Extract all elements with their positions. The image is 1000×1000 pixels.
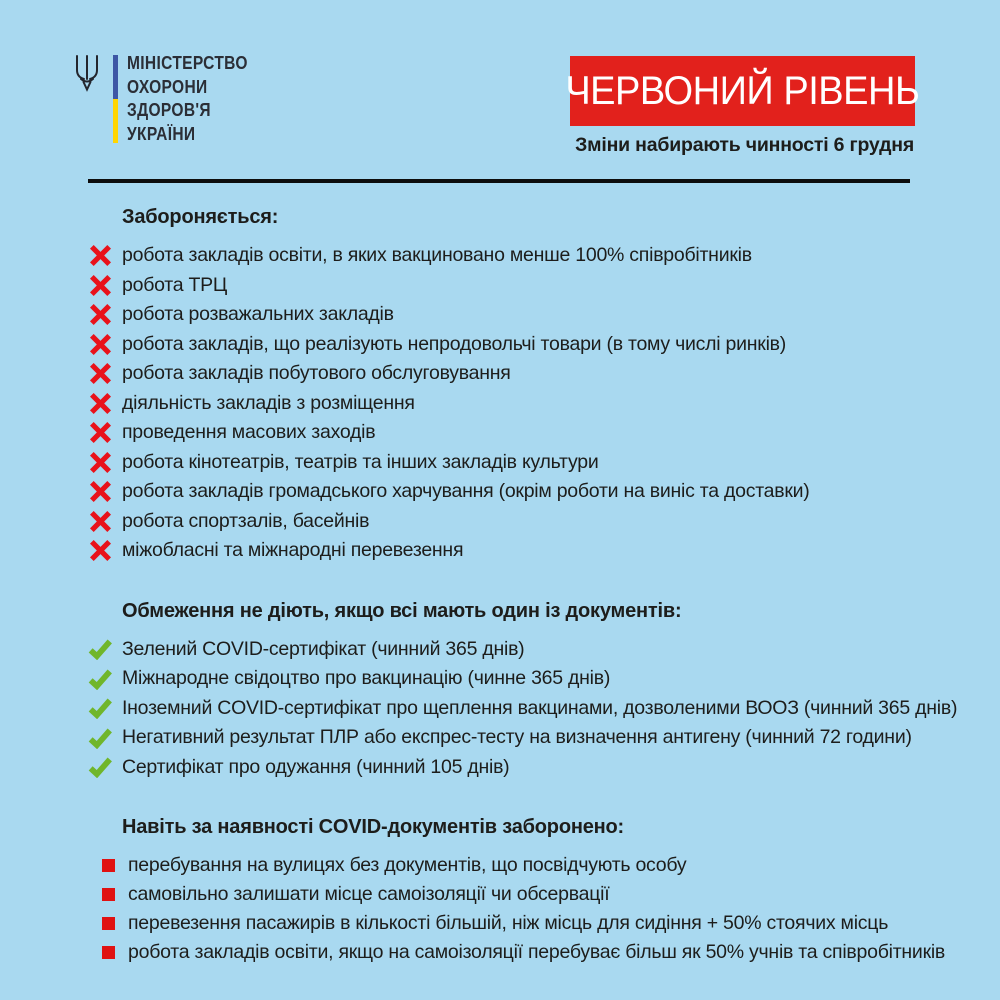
check-icon [88, 756, 112, 778]
section-title: Забороняється: [122, 206, 279, 228]
list-item [88, 694, 970, 724]
ministry-name-line: МІНІСТЕРСТВО [127, 52, 248, 73]
square-icon [101, 888, 115, 901]
ministry-name-line: УКРАЇНИ [127, 122, 196, 144]
ministry-logo [74, 51, 271, 145]
list-item [88, 477, 970, 507]
flag-bar [113, 55, 118, 143]
list-item-text: міжобласні та міжнародні перевезення [122, 539, 464, 562]
list-item [88, 359, 970, 389]
section-exemptions [88, 600, 970, 783]
list-item [88, 330, 970, 360]
exemptions-list [88, 635, 970, 783]
square-icon [101, 917, 115, 930]
list-item [88, 635, 970, 665]
list-item-text: робота розважальних закладів [122, 303, 394, 326]
list-item [88, 300, 970, 330]
cross-icon [88, 334, 112, 355]
cross-icon [88, 481, 112, 502]
ministry-name [127, 51, 248, 145]
ministry-name-line: ОХОРОНИ [127, 75, 208, 97]
section-always-prohibited [88, 816, 970, 967]
list-item-text: робота спортзалів, басейнів [122, 509, 370, 532]
list-item-text: самовільно залишати місце самоізоляції чи обсервації [128, 883, 610, 905]
cross-icon [88, 393, 112, 414]
effective-date-note: Зміни набирають чинності 6 грудня [575, 134, 914, 156]
list-item [88, 851, 970, 880]
list-item [88, 536, 970, 566]
list-item-text: Міжнародне свідоцтво про вакцинацію (чинне 365 днів) [122, 667, 611, 690]
cross-icon [88, 540, 112, 561]
list-item-text: робота закладів освіти, в яких вакциновано менше 100% співробітників [122, 244, 752, 267]
square-icon [101, 946, 115, 959]
list-item-text: Зелений COVID-сертифікат (чинний 365 днів) [122, 637, 525, 660]
red-level-banner [565, 56, 920, 126]
cross-icon [88, 363, 112, 384]
cross-icon [88, 422, 112, 443]
content [88, 206, 970, 967]
list-item-text: робота закладів, що реалізують непродовольчі товари (в тому числі ринків) [122, 332, 787, 355]
list-item [88, 418, 970, 448]
cross-icon [88, 452, 112, 473]
list-item [88, 753, 970, 783]
list-item [88, 507, 970, 537]
list-item [88, 389, 970, 419]
always-prohibited-list [88, 851, 970, 967]
cross-icon [88, 304, 112, 325]
list-item-text: перевезення пасажирів в кількості більшій, ніж місць для сидіння + 50% стоячих місць [128, 912, 889, 934]
section-prohibited [88, 206, 970, 566]
list-item-text: проведення масових заходів [122, 421, 376, 444]
section-title: Обмеження не діють, якщо всі мають один із документів: [122, 599, 682, 622]
list-item-text: робота закладів освіти, якщо на самоізоляції перебуває більш як 50% учнів та співробітників [128, 941, 946, 963]
list-item-text: Іноземний COVID-сертифікат про щеплення вакцинами, дозволеними ВООЗ (чинний 365 днів) [122, 696, 958, 719]
cross-icon [88, 245, 112, 266]
check-icon [88, 697, 112, 719]
list-item [88, 723, 970, 753]
list-item-text: робота закладів громадського харчування (окрім роботи на виніс та доставки) [122, 480, 810, 503]
trident-icon [74, 54, 100, 97]
red-level-title: ЧЕРВОНИЙ РІВЕНЬ [565, 68, 920, 113]
square-icon [101, 859, 115, 872]
list-item [88, 448, 970, 478]
list-item [88, 880, 970, 909]
check-icon [88, 727, 112, 749]
list-item [88, 241, 970, 271]
list-item-text: діяльність закладів з розміщення [122, 391, 415, 414]
ministry-name-line: ЗДОРОВ'Я [127, 99, 211, 120]
list-item [88, 909, 970, 938]
divider-rule [88, 179, 910, 183]
list-item [88, 271, 970, 301]
list-item-text: робота кінотеатрів, театрів та інших закладів культури [122, 450, 599, 473]
list-item-text: перебування на вулицях без документів, що посвідчують особу [128, 854, 687, 876]
flag-bar-yellow [113, 99, 118, 143]
list-item-text: робота ТРЦ [122, 273, 228, 296]
list-item-text: Сертифікат про одужання (чинний 105 днів) [122, 755, 510, 778]
list-item [88, 938, 970, 967]
prohibited-list [88, 241, 970, 566]
list-item [88, 664, 970, 694]
flag-bar-blue [113, 55, 118, 99]
check-icon [88, 638, 112, 660]
check-icon [88, 668, 112, 690]
cross-icon [88, 511, 112, 532]
list-item-text: робота закладів побутового обслуговування [122, 362, 511, 385]
section-title: Навіть за наявності COVID-документів заборонено: [122, 816, 625, 838]
cross-icon [88, 275, 112, 296]
list-item-text: Негативний результат ПЛР або експрес-тесту на визначення антигену (чинний 72 години) [122, 726, 912, 749]
